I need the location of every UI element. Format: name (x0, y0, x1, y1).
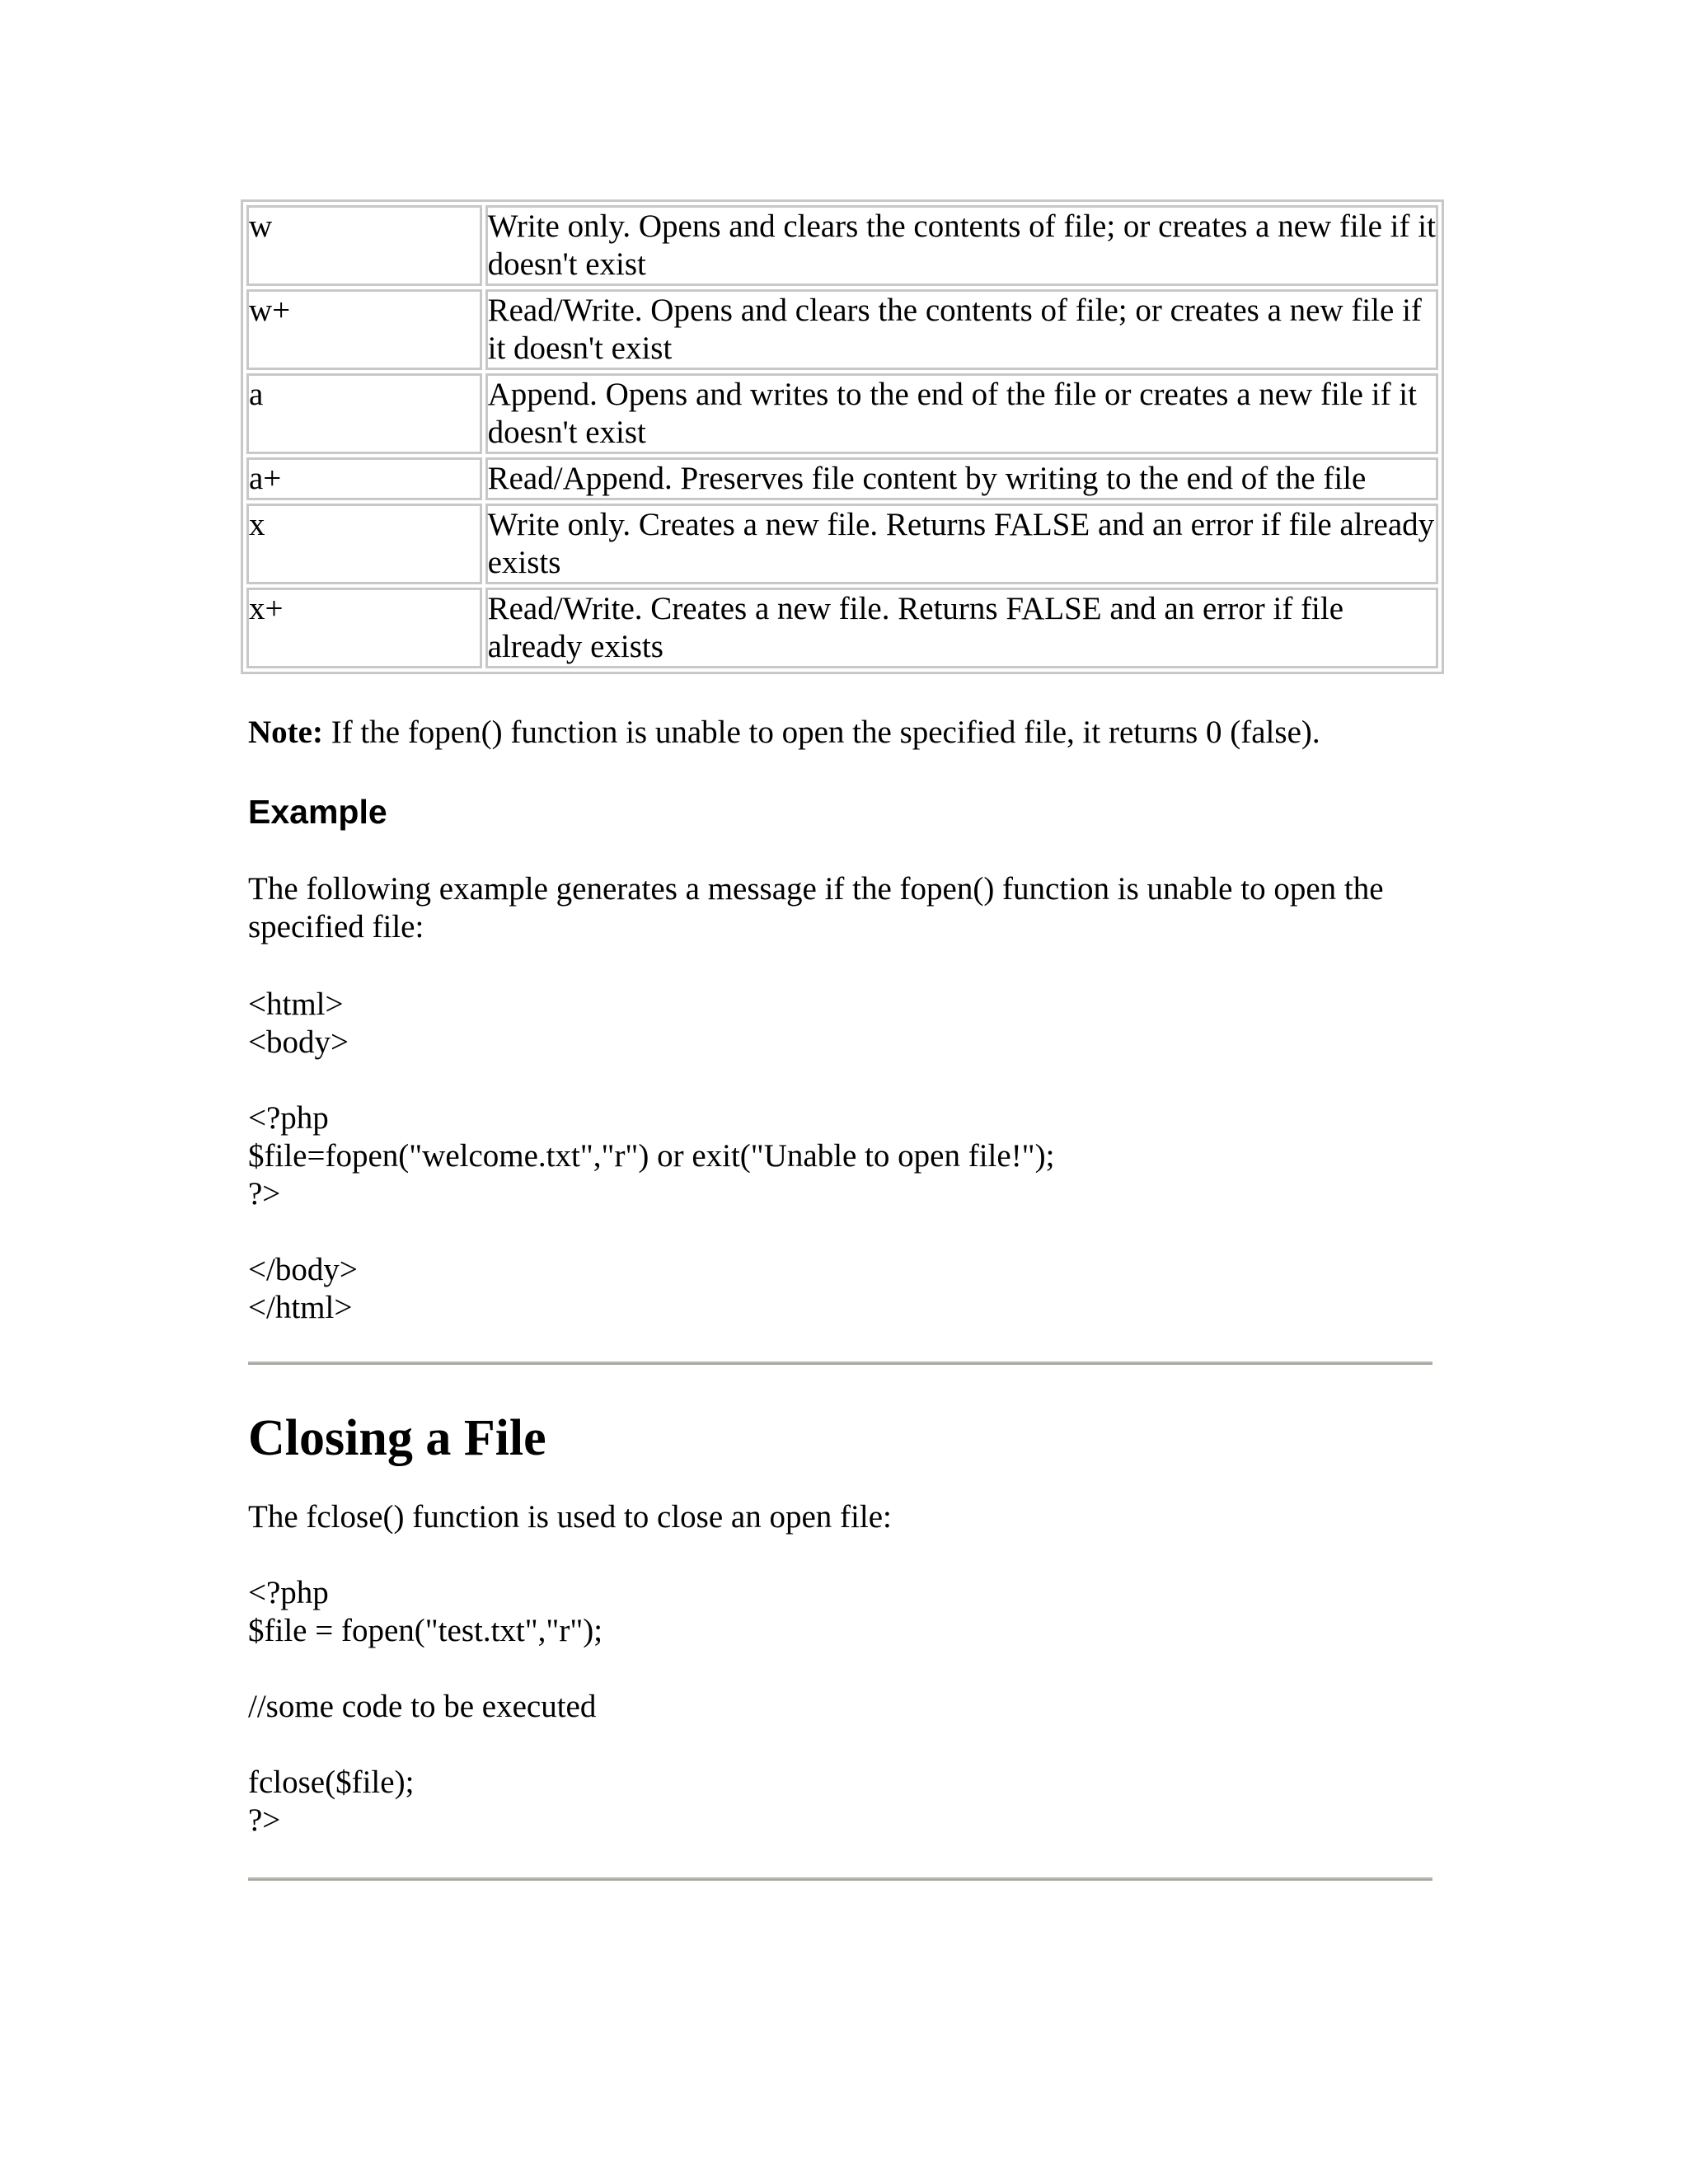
description-cell: Write only. Creates a new file. Returns FALSE and an error if file already exists (485, 504, 1438, 584)
closing-code-block (248, 1574, 1443, 1840)
table-row (246, 504, 1438, 584)
horizontal-rule (248, 1361, 1432, 1365)
mode-cell: a (246, 373, 482, 454)
description-cell: Read/Write. Opens and clears the contents of file; or creates a new file if it doesn't exist (485, 289, 1438, 370)
example-heading: Example (248, 793, 387, 831)
table-row (246, 205, 1438, 286)
closing-intro: The fclose() function is used to close an open file: (248, 1499, 892, 1535)
table-row (246, 457, 1438, 500)
mode-cell: x (246, 504, 482, 584)
code-line: ?> (248, 1802, 281, 1838)
table-row (246, 588, 1438, 668)
file-modes-table (241, 199, 1444, 674)
code-line (248, 1213, 1443, 1251)
mode-cell: x+ (246, 588, 482, 668)
code-line: //some code to be executed (248, 1689, 597, 1724)
example-intro: The following example generates a message if the fopen() function is unable to open the specified file: (248, 871, 1384, 944)
code-line: <?php (248, 1575, 329, 1610)
horizontal-rule (248, 1877, 1432, 1881)
code-line: $file=fopen("welcome.txt","r") or exit("Unable to open file!"); (248, 1138, 1055, 1174)
code-line: <?php (248, 1100, 329, 1136)
code-line: <body> (248, 1024, 349, 1060)
code-line (248, 1726, 1443, 1764)
code-line (248, 1062, 1443, 1099)
code-line: $file = fopen("test.txt","r"); (248, 1613, 603, 1648)
code-line: fclose($file); (248, 1765, 415, 1800)
mode-cell: w+ (246, 289, 482, 370)
table-row (246, 289, 1438, 370)
example-code-block (248, 986, 1443, 1327)
table-row (246, 373, 1438, 454)
description-cell: Append. Opens and writes to the end of the file or creates a new file if it doesn't exist (485, 373, 1438, 454)
mode-cell: w (246, 205, 482, 286)
code-line: </body> (248, 1252, 358, 1287)
mode-cell: a+ (246, 457, 482, 500)
code-line: </html> (248, 1290, 353, 1325)
code-line: <html> (248, 987, 344, 1022)
closing-file-heading: Closing a File (248, 1410, 546, 1466)
note-text: If the fopen() function is unable to open the specified file, it returns 0 (false). (322, 715, 1320, 750)
description-cell: Write only. Opens and clears the contents of file; or creates a new file if it doesn't exist (485, 205, 1438, 286)
code-line (248, 1650, 1443, 1688)
note-label: Note: (248, 715, 323, 750)
description-cell: Read/Write. Creates a new file. Returns FALSE and an error if file already exists (485, 588, 1438, 668)
note-paragraph (248, 714, 1443, 752)
description-cell: Read/Append. Preserves file content by writing to the end of the file (485, 457, 1438, 500)
code-line: ?> (248, 1176, 281, 1212)
